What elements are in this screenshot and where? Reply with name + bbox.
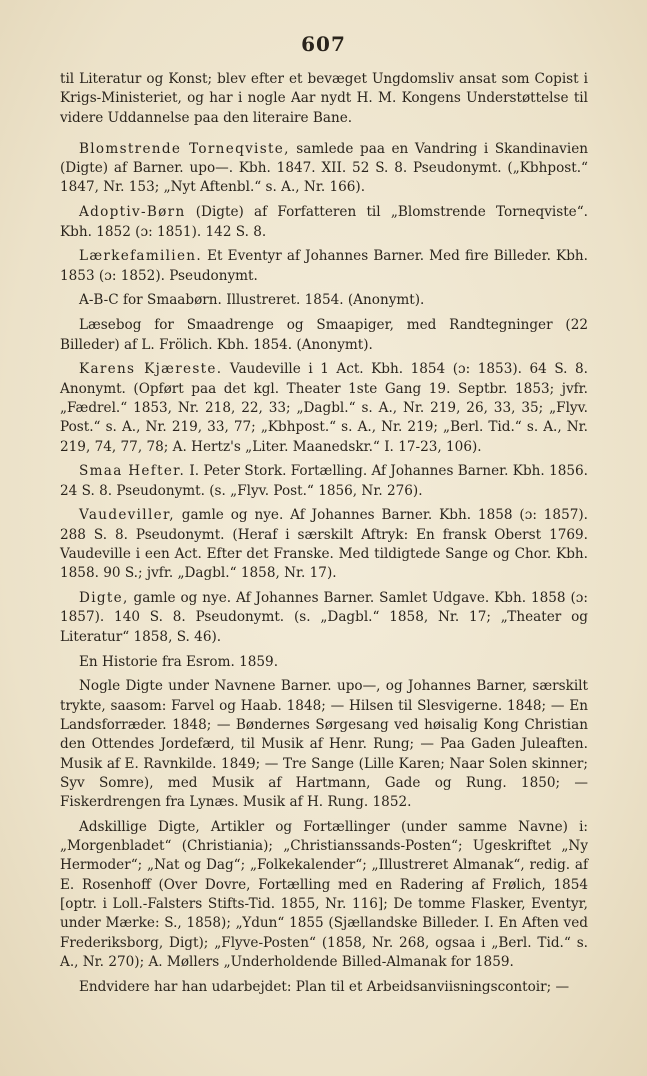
entry-karens-kjaereste [60, 360, 588, 456]
page-number: 607 [301, 32, 346, 56]
paragraph-intro [60, 70, 588, 128]
entry-blomstrende-torneqviste [60, 140, 588, 198]
entry-smaa-hefter [60, 462, 588, 501]
entry-title: Vaudeviller, [79, 507, 175, 524]
entry-text: Læsebog for Smaadrenge og Smaapiger, med Randtegninger (22 Billeder) af L. Frölich. Kbh. 1854. (Anonymt). [60, 317, 588, 353]
paragraph-text: til Literatur og Konst; blev efter et bevæget Ungdomsliv ansat som Copist i Krigs-Ministeriet, og har i nogle Aar nydt H. M. Kongens Understøttelse til videre Uddannelse paa den literaire Bane. [60, 71, 588, 126]
entry-text: Endvidere har han udarbejdet: Plan til et Arbeidsanviisningscontoir; — [79, 978, 570, 995]
entry-nogle-digte [60, 677, 588, 812]
entry-laesebog [60, 316, 588, 355]
entry-text: En Historie fra Esrom. 1859. [79, 653, 279, 670]
entry-text: Adskillige Digte, Artikler og Fortællinger (under samme Navne) i: „Morgenbladet“ (Christiania); „Christianssands-Posten“; Ugeskriftet „Ny Hermoder“; „Nat og Dag“; „Folkekalender“; „Illustreret Almanak“, redig. af E. Rosenhoff (Over Dovre, Fortælling med en Radering af Frølich, 1854 [optr. i Loll.-Falsters Stifts-Tid. 1855, Nr. 116]; De tomme Flasker, Eventyr, under Mærke: S., 1858); „Ydun“ 1855 (Sjællandske Billeder. I. En Aften ved Frederiksborg, Digt); „Flyve-Posten“ (1858, Nr. 268, ogsaa i „Berl. Tid.“ s. A., Nr. 270); A. Møllers „Underholdende Billed-Almanak for 1859. [60, 818, 588, 970]
entry-title: Digte, [79, 590, 129, 607]
entry-adoptiv-born [60, 203, 588, 242]
entry-text: gamle og nye. Af Johannes Barner. Kbh. 1858 (ɔ: 1857). 288 S. 8. Pseudonymt. (Heraf i særskilt Aftryk: En fransk Oberst 1769. Vaudeville i een Act. Efter det Franske. Med tildigtede Sange og Chor. Kbh. 1858. 90 S.; jvfr. „Dagbl.“ 1858, Nr. 17). [60, 507, 588, 582]
entry-text: Et Eventyr af Johannes Barner. Med fire Billeder. Kbh. 1853 (ɔ: 1852). Pseudonymt. [60, 248, 588, 284]
entry-title: Karens Kjæreste. [79, 361, 223, 378]
entry-text: (Digte) af Forfatteren til „Blomstrende Torneqviste“. Kbh. 1852 (ɔ: 1851). 142 S. 8. [60, 204, 588, 240]
entry-vaudeviller [60, 506, 588, 583]
entry-abc [60, 291, 588, 310]
page-body [60, 70, 588, 1003]
entry-text: I. Peter Stork. Fortælling. Af Johannes Barner. Kbh. 1856. 24 S. 8. Pseudonymt. (s. „Flyv. Post.“ 1856, Nr. 276). [60, 463, 588, 499]
entry-text: A-B-C for Smaabørn. Illustreret. 1854. (Anonymt). [79, 292, 425, 309]
entry-text: Vaudeville i 1 Act. Kbh. 1854 (ɔ: 1853). 64 S. 8. Anonymt. (Opført paa det kgl. Theater 1ste Gang 19. Septbr. 1853; jvfr. „Fædrel.“ 1853, Nr. 218, 22, 33; „Dagbl.“ s. A., Nr. 219, 26, 33, 35; „Flyv. Post.“ s. A., Nr. 219, 33, 77; „Kbhpost.“ s. A., Nr. 219; „Berl. Tid.“ s. A., Nr. 219, 74, 77, 78; A. Hertz's „Liter. Maanedskr.“ I. 17-23, 106). [60, 361, 588, 455]
entry-laerkefamilien [60, 247, 588, 286]
entry-text: Nogle Digte under Navnene Barner. upo—, og Johannes Barner, særskilt trykte, saasom: Farvel og Haab. 1848; — Hilsen til Slesvigerne. 1848; — En Landsforræder. 1848; — Bøndernes Sørgesang ved høisalig Kong Christian den Ottendes Jordefærd, til Musik af Henr. Rung; — Paa Gaden Juleaften. Musik af E. Ravnkilde. 1849; — Tre Sange (Lille Karen; Naar Solen skinner; Syv Somre), med Musik af Hartmann, Gade og Rung. 1850; — Fiskerdrengen fra Lynæs. Musik af H. Rung. 1852. [60, 678, 588, 811]
entry-title: Lærkefamilien. [79, 248, 202, 265]
entry-historie-esrom [60, 653, 588, 672]
entry-title: Adoptiv-Børn [79, 204, 186, 221]
entry-text: gamle og nye. Af Johannes Barner. Samlet Udgave. Kbh. 1858 (ɔ: 1857). 140 S. 8. Pseudonymt. (s. „Dagbl.“ 1858, Nr. 17; „Theater og Literatur“ 1858, S. 46). [60, 590, 588, 645]
entry-text: samlede paa en Vandring i Skandinavien (Digte) af Barner. upo—. Kbh. 1847. XII. 52 S. 8. Pseudonymt. („Kbhpost.“ 1847, Nr. 153; „Nyt Aftenbl.“ s. A., Nr. 166). [60, 140, 588, 196]
entry-adskillige-digte [60, 818, 588, 972]
entry-title: Smaa Hefter. [79, 463, 186, 480]
entry-endvidere [60, 978, 588, 997]
entry-title: Blomstrende Torneqviste, [79, 140, 290, 157]
entry-digte [60, 589, 588, 647]
